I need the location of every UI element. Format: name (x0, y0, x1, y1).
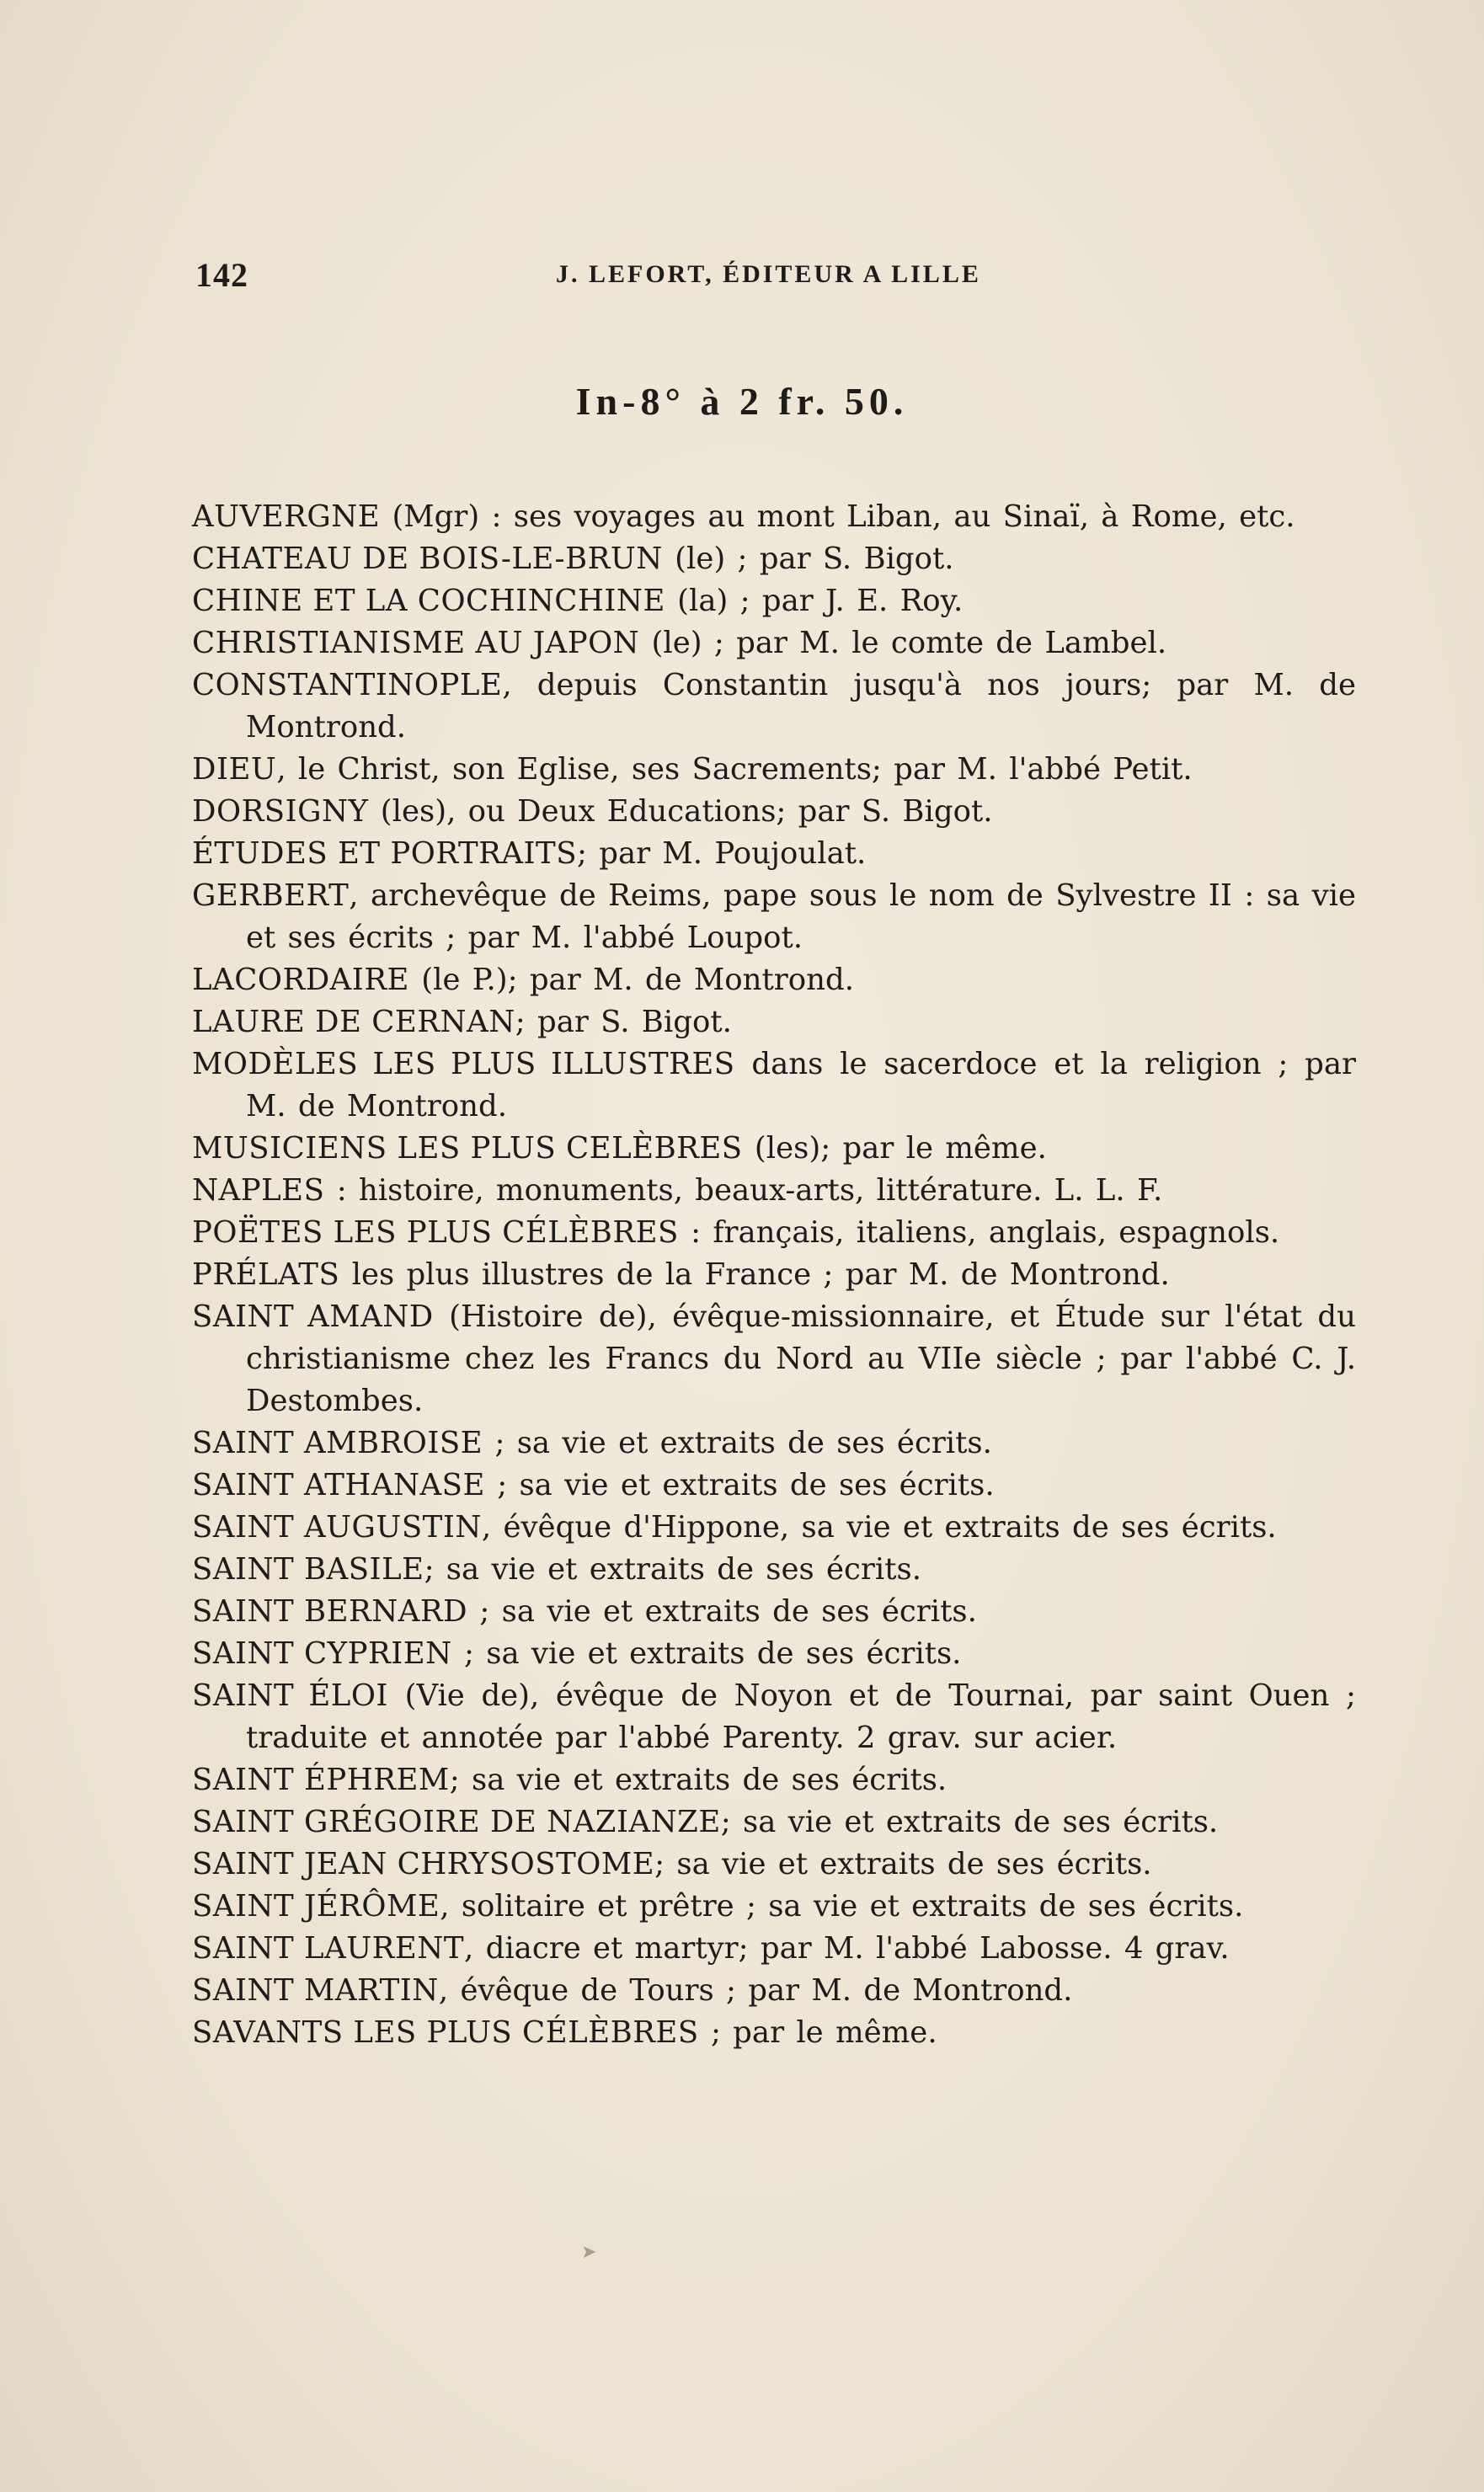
entry-description: , le Christ, son Eglise, ses Sacrements; par M. l'abbé Petit. (276, 752, 1193, 787)
entry-title: SAINT ATHANASE (192, 1468, 485, 1502)
entry-description: ; sa vie et extraits de ses écrits. (424, 1552, 922, 1587)
page-header (0, 255, 1484, 297)
entry-title: DIEU (192, 752, 277, 787)
entry-description: (le) ; par M. le comte de Lambel. (639, 626, 1167, 660)
entry-description: (les); par le même. (742, 1131, 1047, 1166)
catalog-entry (192, 791, 1356, 833)
entry-title: SAINT AMBROISE (192, 1426, 483, 1460)
catalog-entry (192, 1549, 1356, 1591)
catalog-entry (192, 1254, 1356, 1296)
catalog-entry (192, 580, 1356, 622)
entry-title: GERBERT (192, 878, 350, 913)
catalog-entry (192, 1759, 1356, 1801)
entry-title: PRÉLATS (192, 1257, 340, 1292)
catalog-entry (192, 1212, 1356, 1254)
entry-description: (Mgr) : ses voyages au mont Liban, au Sinaï, à Rome, etc. (380, 499, 1295, 534)
catalog-entry (192, 496, 1356, 538)
page-number: 142 (195, 256, 248, 294)
entry-title: CHINE ET LA COCHINCHINE (192, 584, 665, 618)
entry-title: SAINT AMAND (192, 1299, 434, 1334)
catalog-entry (192, 1128, 1356, 1170)
entry-title: LACORDAIRE (192, 963, 409, 997)
catalog-entry (192, 1507, 1356, 1549)
entry-description: , évêque de Tours ; par M. de Montrond. (438, 1973, 1073, 2008)
catalog-list (192, 496, 1356, 2054)
entry-title: SAINT ÉLOI (192, 1678, 388, 1713)
entry-description: ; par M. Poujoulat. (577, 836, 867, 871)
entry-description: dans le sacerdoce et la religion ; par M. de Montrond. (246, 1047, 1356, 1123)
catalog-entry (192, 959, 1356, 1001)
entry-description: (Vie de), évêque de Noyon et de Tournai, par saint Ouen ; traduite et annotée par l'abbé Parenty. 2 grav. sur acier. (246, 1678, 1357, 1755)
catalog-entry (192, 622, 1356, 664)
entry-title: SAINT JEAN CHRYSOSTOME (192, 1847, 655, 1881)
entry-title: SAINT LAURENT (192, 1931, 465, 1966)
entry-title: SAINT CYPRIEN (192, 1636, 452, 1671)
entry-title: SAINT BERNARD (192, 1594, 468, 1629)
catalog-entry (192, 1844, 1356, 1886)
entry-description: ; sa vie et extraits de ses écrits. (449, 1763, 948, 1797)
entry-description: ; sa vie et extraits de ses écrits. (654, 1847, 1152, 1881)
catalog-entry (192, 2012, 1356, 2054)
entry-title: SAINT AUGUSTIN (192, 1510, 482, 1545)
catalog-entry (192, 1170, 1356, 1212)
entry-description: ; par S. Bigot. (515, 1005, 732, 1039)
entry-title: LAURE DE CERNAN (192, 1005, 515, 1039)
entry-title: ÉTUDES ET PORTRAITS (192, 836, 578, 871)
entry-title: MODÈLES LES PLUS ILLUSTRES (192, 1047, 735, 1081)
entry-title: SAINT GRÉGOIRE DE NAZIANZE (192, 1805, 721, 1839)
entry-description: ; sa vie et extraits de ses écrits. (720, 1805, 1219, 1839)
entry-description: (le P.); par M. de Montrond. (408, 963, 854, 997)
catalog-entry (192, 1465, 1356, 1507)
catalog-entry (192, 1801, 1356, 1844)
running-head: J. LEFORT, ÉDITEUR A LILLE (556, 260, 981, 288)
entry-description: , diacre et martyr; par M. l'abbé Labosse. 4 grav. (464, 1931, 1230, 1966)
entry-description: : histoire, monuments, beaux-arts, littérature. L. L. F. (324, 1173, 1163, 1208)
ink-mark: ➤ (581, 2242, 597, 2263)
entry-description: : français, italiens, anglais, espagnols. (678, 1215, 1280, 1250)
entry-description: les plus illustres de la France ; par M. de Montrond. (339, 1257, 1170, 1292)
entry-description: (Histoire de), évêque-missionnaire, et Étude sur l'état du christianisme chez les Francs du Nord au VIIe siècle ; par l'abbé C. J. Destombes. (246, 1299, 1356, 1418)
catalog-entry (192, 1001, 1356, 1043)
section-title: In-8° à 2 fr. 50. (575, 380, 909, 423)
catalog-entry (192, 1591, 1356, 1633)
entry-description: , archevêque de Reims, pape sous le nom de Sylvestre II : sa vie et ses écrits ; par M. l'abbé Loupot. (246, 878, 1356, 955)
entry-title: SAINT JÉRÔME (192, 1889, 440, 1924)
catalog-entry (192, 749, 1356, 791)
catalog-entry (192, 1296, 1356, 1422)
entry-description: ; sa vie et extraits de ses écrits. (467, 1594, 977, 1629)
entry-description: , évêque d'Hippone, sa vie et extraits de ses écrits. (481, 1510, 1277, 1545)
entry-description: ; sa vie et extraits de ses écrits. (451, 1636, 962, 1671)
entry-description: (le) ; par S. Bigot. (662, 542, 954, 576)
entry-title: MUSICIENS LES PLUS CELÈBRES (192, 1131, 743, 1166)
entry-description: ; sa vie et extraits de ses écrits. (484, 1468, 995, 1502)
catalog-entry (192, 1886, 1356, 1928)
entry-title: POËTES LES PLUS CÉLÈBRES (192, 1215, 679, 1250)
entry-title: DORSIGNY (192, 794, 369, 829)
catalog-entry (192, 875, 1356, 959)
entry-title: AUVERGNE (192, 499, 381, 534)
entry-title: CHATEAU DE BOIS-LE-BRUN (192, 542, 663, 576)
catalog-entry (192, 1675, 1356, 1759)
catalog-entry (192, 833, 1356, 875)
catalog-entry (192, 1928, 1356, 1970)
entry-title: SAINT BASILE (192, 1552, 424, 1587)
entry-title: SAINT MARTIN (192, 1973, 439, 2008)
entry-title: CONSTANTINOPLE (192, 668, 503, 702)
catalog-entry (192, 538, 1356, 580)
entry-title: SAVANTS LES PLUS CÉLÈBRES (192, 2015, 699, 2050)
entry-title: NAPLES (192, 1173, 325, 1208)
entry-description: ; par le même. (698, 2015, 937, 2050)
catalog-entry (192, 1633, 1356, 1675)
entry-title: SAINT ÉPHREM (192, 1763, 450, 1797)
catalog-entry (192, 1043, 1356, 1128)
entry-description: (la) ; par J. E. Roy. (665, 584, 964, 618)
entry-title: CHRISTIANISME AU JAPON (192, 626, 640, 660)
catalog-entry (192, 1970, 1356, 2012)
catalog-entry (192, 664, 1356, 749)
catalog-entry (192, 1422, 1356, 1465)
entry-description: , depuis Constantin jusqu'à nos jours; par M. de Montrond. (246, 668, 1356, 744)
entry-description: (les), ou Deux Educations; par S. Bigot. (368, 794, 993, 829)
entry-description: ; sa vie et extraits de ses écrits. (483, 1426, 992, 1460)
entry-description: , solitaire et prêtre ; sa vie et extraits de ses écrits. (440, 1889, 1244, 1924)
